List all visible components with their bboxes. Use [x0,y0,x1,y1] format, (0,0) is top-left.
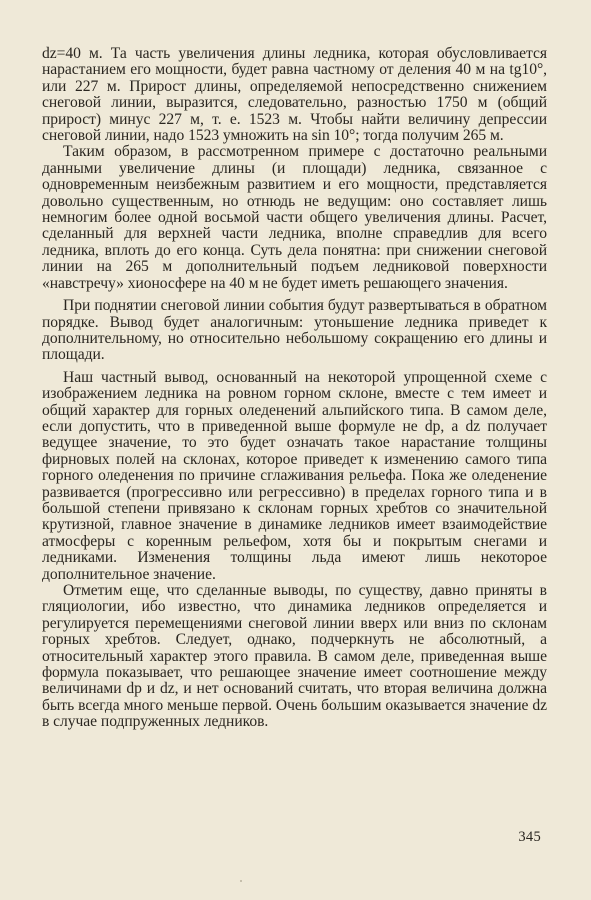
paragraph-2: Таким образом, в рассмотренном примере с достаточно реальными данными увеличение длины (и площади) ледника, связанное с одновременным неизбежным развитием и его мощности, представляется довольно существенным, но отнюдь не ведущим: оно составляет лишь немногим более одной восьмой части общего увеличения длины. Расчет, сделанный для верхней части ледника, вполне справедлив для всего ледника, вплоть до его конца. Суть дела понятна: при снижении снеговой линии на 265 м дополнительный подъем ледниковой поверхности «навстречу» хионосфере на 40 м не будет иметь решающего значения. [42,143,547,292]
page-number: 345 [518,829,541,845]
paragraph-3: При поднятии снеговой линии события будут развертываться в обратном порядке. Вывод будет аналогичным: утоньшение ледника приведет к дополнительному, но относительно небольшому сокращению его длины и площади. [42,297,547,364]
paragraph-4: Наш частный вывод, основанный на некоторой упрощенной схеме с изображением ледника на ровном горном склоне, вместе с тем имеет и общий характер для горных оледенений альпийского типа. В самом деле, если допустить, что в приведенной выше формуле не dp, а dz получает ведущее значение, то это будет означать такое нарастание толщины фирновых полей на склонах, которое приведет к изменению самого типа горного оледенения по причине сглаживания рельефа. Пока же оледенение развивается (прогрессивно или регрессивно) в пределах горного типа и в большой степени привязано к склонам горных хребтов со значительной крутизной, главное значение в динамике ледников имеет взаимодействие атмосферы с коренным рельефом, хотя бы и покрытым снегами и ледниками. Изменения толщины льда имеют лишь некоторое дополнительное значение. [42,368,547,583]
paper-speck [240,880,242,882]
paragraph-1: dz=40 м. Та часть увеличения длины ледника, которая обусловливается нарастанием его мощности, будет равна частному от деления 40 м на tg10°, или 227 м. Прирост длины, определяемой непосредственно снижением снеговой линии, выразится, следовательно, разностью 1750 м (общий прирост) минус 227 м, т. е. 1523 м. Чтобы найти величину депрессии снеговой линии, надо 1523 умножить на sin 10°; тогда получим 265 м. [42,45,547,145]
paragraph-5: Отметим еще, что сделанные выводы, по существу, давно приняты в гляциологии, ибо известно, что динамика ледников определяется и регулируется перемещениями снеговой линии вверх или вниз по склонам горных хребтов. Следует, однако, подчеркнуть не абсолютный, а относительный характер этого правила. В самом деле, приведенная выше формула показывает, что решающее значение имеет соотношение между величинами dp и dz, и нет оснований считать, что вторая величина должна быть всегда много меньше первой. Очень большим оказывается значение dz в случае подпруженных ледников. [42,582,547,731]
